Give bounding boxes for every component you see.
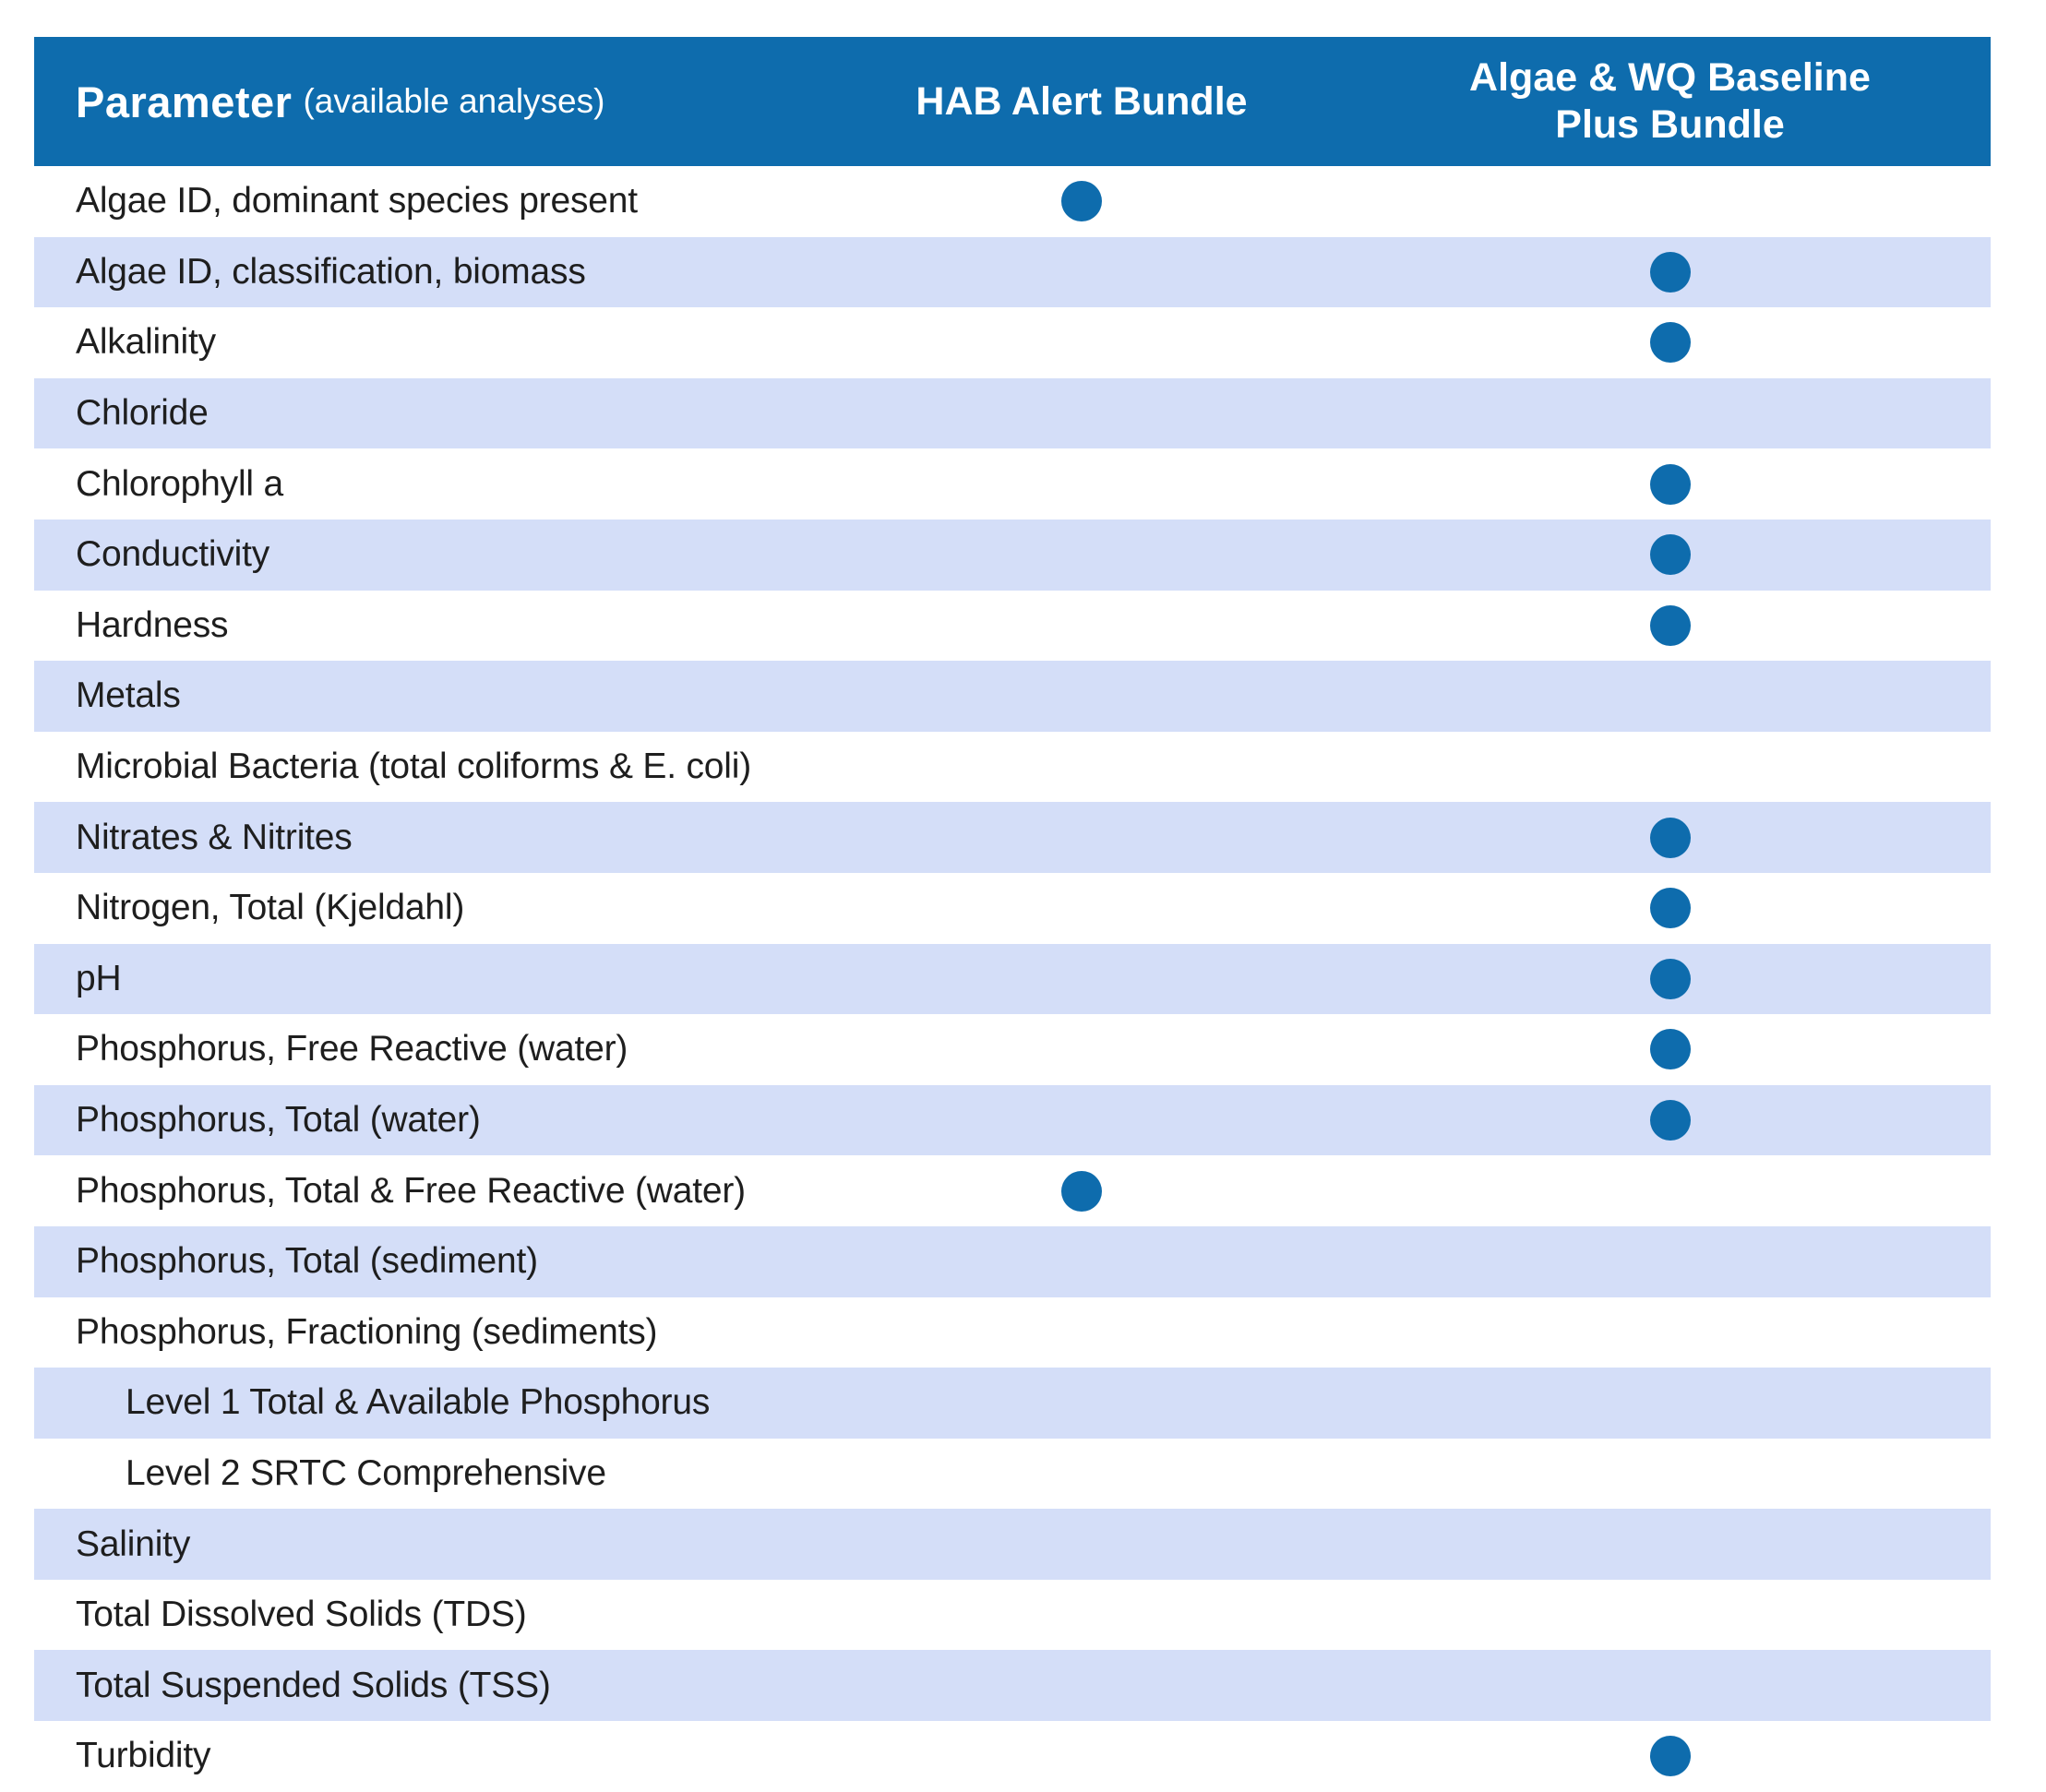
hab-alert-bundle-cell [814, 1368, 1349, 1439]
hab-alert-bundle-cell [814, 1509, 1349, 1580]
hab-alert-bundle-cell [814, 1580, 1349, 1651]
table-row [34, 1085, 1991, 1156]
table-row [34, 1721, 1991, 1792]
hab-alert-bundle-cell [814, 873, 1349, 944]
parameter-label: Alkalinity [76, 322, 216, 363]
included-dot [1650, 534, 1691, 575]
parameter-label: Nitrates & Nitrites [76, 817, 353, 857]
hab-alert-bundle-cell [814, 1155, 1349, 1226]
algae-wq-baseline-plus-bundle-cell [1349, 1085, 1991, 1156]
table-row [34, 166, 1991, 237]
algae-wq-baseline-plus-bundle-cell [1349, 1226, 1991, 1297]
parameter-label: Total Suspended Solids (TSS) [76, 1665, 551, 1705]
algae-wq-baseline-plus-bundle-cell [1349, 802, 1991, 873]
included-dot [1650, 464, 1691, 505]
hab-alert-bundle-label: HAB Alert Bundle [915, 78, 1248, 124]
parameter-label: Phosphorus, Total (water) [76, 1100, 481, 1141]
parameter-label: Algae ID, dominant species present [76, 181, 638, 221]
parameter-label: Turbidity [76, 1736, 211, 1776]
hab-alert-bundle-cell [814, 307, 1349, 378]
parameter-label: Chlorophyll a [76, 463, 284, 504]
hab-alert-bundle-cell [814, 661, 1349, 732]
algae-wq-baseline-plus-bundle-cell [1349, 520, 1991, 591]
table-row [34, 732, 1991, 803]
algae-wq-baseline-plus-bundle-cell [1349, 1509, 1991, 1580]
included-dot [1650, 1736, 1691, 1776]
included-dot [1650, 1029, 1691, 1069]
algae-wq-baseline-plus-bundle-column-header [1349, 37, 1991, 166]
algae-wq-baseline-plus-bundle-cell [1349, 1368, 1991, 1439]
algae-wq-baseline-plus-bundle-cell [1349, 1721, 1991, 1792]
hab-alert-bundle-cell [814, 1439, 1349, 1510]
parameter-label: pH [76, 958, 122, 998]
table-row [34, 591, 1991, 662]
parameter-label: Metals [76, 675, 181, 716]
hab-alert-bundle-column-header [814, 37, 1349, 166]
hab-alert-bundle-cell [814, 1014, 1349, 1085]
table-row [34, 307, 1991, 378]
hab-alert-bundle-cell [814, 378, 1349, 449]
table-header-row [34, 37, 1991, 166]
algae-wq-baseline-plus-bundle-cell [1349, 1650, 1991, 1721]
parameter-label: Algae ID, classification, biomass [76, 251, 586, 292]
algae-wq-baseline-plus-bundle-cell [1349, 873, 1991, 944]
hab-alert-bundle-cell [814, 520, 1349, 591]
table-row [34, 1368, 1991, 1439]
parameter-label: Salinity [76, 1523, 191, 1564]
algae-wq-baseline-plus-bundle-cell [1349, 237, 1991, 308]
algae-wq-baseline-plus-bundle-cell [1349, 944, 1991, 1015]
algae-wq-baseline-plus-bundle-cell [1349, 307, 1991, 378]
parameter-label: Conductivity [76, 534, 270, 575]
table-row [34, 237, 1991, 308]
parameter-label: Nitrogen, Total (Kjeldahl) [76, 888, 465, 928]
parameter-label: Total Dissolved Solids (TDS) [76, 1595, 527, 1635]
parameter-label: Chloride [76, 393, 209, 434]
table-row [34, 1439, 1991, 1510]
parameter-column-header [34, 37, 814, 166]
table-row [34, 661, 1991, 732]
parameter-label: Hardness [76, 604, 229, 645]
table-row [34, 378, 1991, 449]
algae-wq-baseline-plus-bundle-cell [1349, 1580, 1991, 1651]
included-dot [1650, 605, 1691, 646]
table-row [34, 802, 1991, 873]
algae-wq-baseline-plus-bundle-cell [1349, 661, 1991, 732]
hab-alert-bundle-cell [814, 1226, 1349, 1297]
hab-alert-bundle-cell [814, 591, 1349, 662]
parameter-label: Level 1 Total & Available Phosphorus [126, 1382, 711, 1423]
parameter-label: Phosphorus, Fractioning (sediments) [76, 1311, 658, 1352]
hab-alert-bundle-cell [814, 1085, 1349, 1156]
algae-wq-baseline-plus-bundle-cell [1349, 1014, 1991, 1085]
table-row [34, 1580, 1991, 1651]
included-dot [1650, 818, 1691, 858]
included-dot [1650, 322, 1691, 363]
algae-wq-baseline-plus-bundle-cell [1349, 1439, 1991, 1510]
hab-alert-bundle-cell [814, 448, 1349, 520]
hab-alert-bundle-cell [814, 1650, 1349, 1721]
parameter-label: Phosphorus, Total & Free Reactive (water) [76, 1170, 746, 1211]
table-row [34, 1650, 1991, 1721]
algae-wq-baseline-plus-bundle-cell [1349, 378, 1991, 449]
hab-alert-bundle-cell [814, 802, 1349, 873]
bundle2-label-line2: Plus Bundle [1555, 102, 1785, 147]
algae-wq-baseline-plus-bundle-cell [1349, 591, 1991, 662]
algae-wq-baseline-plus-bundle-cell [1349, 1297, 1991, 1368]
included-dot [1650, 1100, 1691, 1141]
table-row [34, 520, 1991, 591]
algae-wq-baseline-plus-bundle-cell [1349, 732, 1991, 803]
hab-alert-bundle-cell [814, 1721, 1349, 1792]
hab-alert-bundle-cell [814, 1297, 1349, 1368]
table-row [34, 448, 1991, 520]
included-dot [1650, 252, 1691, 293]
included-dot [1650, 888, 1691, 928]
parameter-label: Phosphorus, Total (sediment) [76, 1241, 538, 1282]
hab-alert-bundle-cell [814, 732, 1349, 803]
algae-wq-baseline-plus-bundle-cell [1349, 448, 1991, 520]
bundle2-label-line1: Algae & WQ Baseline [1469, 55, 1871, 101]
parameter-label: Level 2 SRTC Comprehensive [126, 1452, 606, 1493]
table-row [34, 1155, 1991, 1226]
parameter-header-note: (available analyses) [303, 82, 605, 120]
table-body [34, 166, 1991, 1792]
table-row [34, 944, 1991, 1015]
hab-alert-bundle-cell [814, 166, 1349, 237]
parameter-label: Microbial Bacteria (total coliforms & E. coli) [76, 747, 752, 787]
included-dot [1061, 1171, 1102, 1212]
hab-alert-bundle-cell [814, 237, 1349, 308]
algae-wq-baseline-plus-bundle-cell [1349, 166, 1991, 237]
included-dot [1650, 959, 1691, 999]
included-dot [1061, 181, 1102, 221]
table-row [34, 1509, 1991, 1580]
table-row [34, 1226, 1991, 1297]
parameter-header-title: Parameter [76, 77, 293, 126]
hab-alert-bundle-cell [814, 944, 1349, 1015]
table-row [34, 873, 1991, 944]
table-row [34, 1014, 1991, 1085]
bundle-comparison-table [34, 37, 1991, 1792]
algae-wq-baseline-plus-bundle-label [1469, 54, 1871, 148]
algae-wq-baseline-plus-bundle-cell [1349, 1155, 1991, 1226]
table-row [34, 1297, 1991, 1368]
parameter-label: Phosphorus, Free Reactive (water) [76, 1029, 628, 1069]
